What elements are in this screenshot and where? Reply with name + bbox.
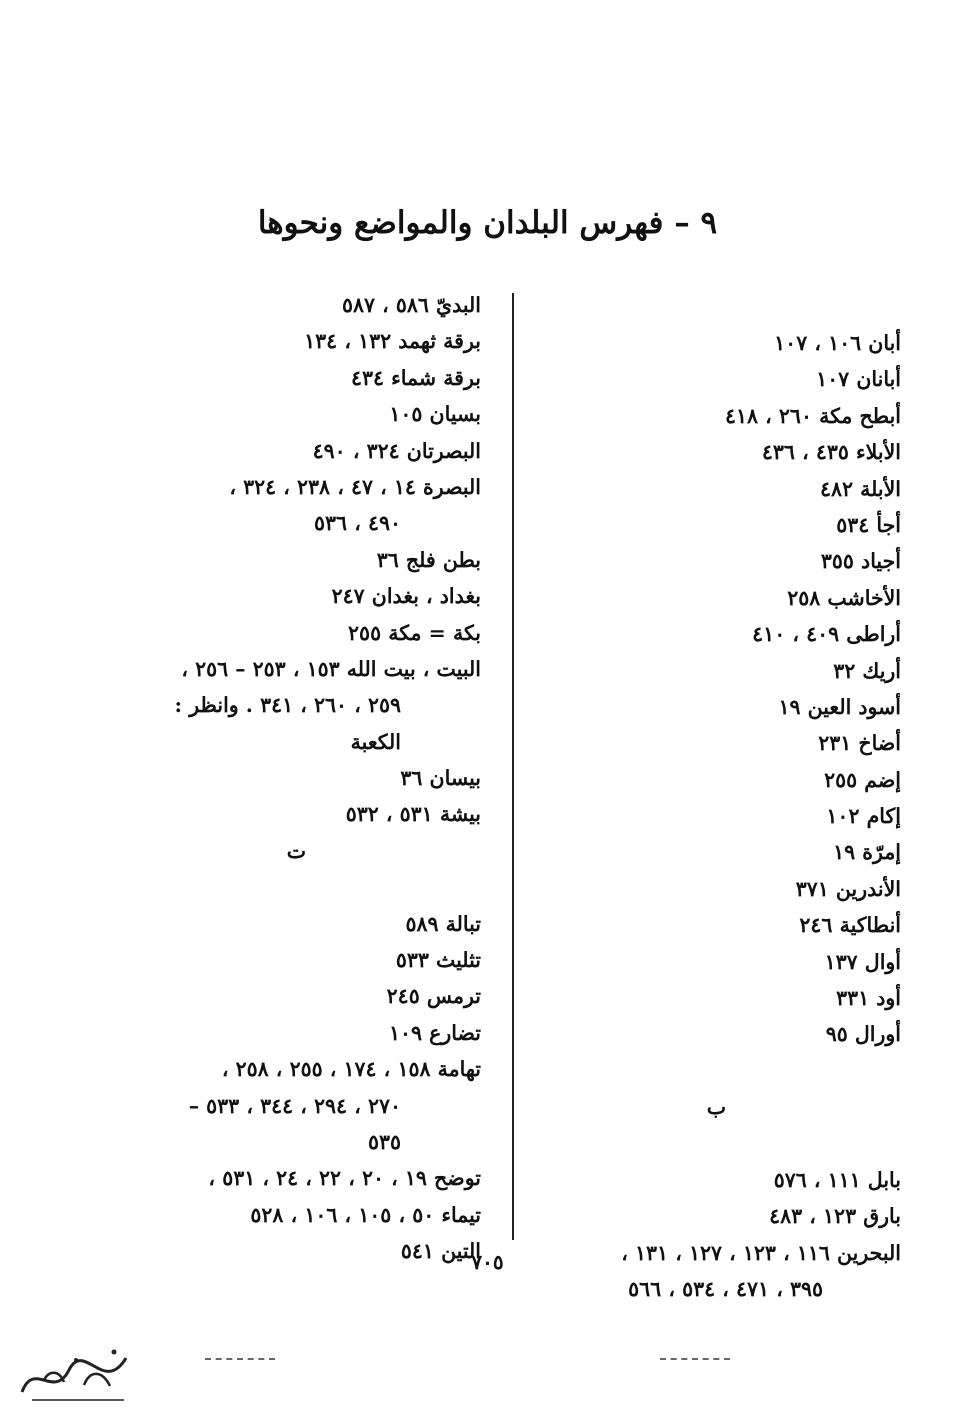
index-entry: أجياد ٣٥٥ bbox=[820, 549, 901, 574]
index-entry: البصرتان ٣٢٤ ، ٤٩٠ bbox=[312, 438, 481, 463]
index-entry: أبانان ١٠٧ bbox=[816, 367, 901, 392]
index-entry: التين ٥٤١ bbox=[400, 1239, 481, 1264]
scan-artifact-line bbox=[660, 1358, 730, 1360]
index-entry: بكة = مكة ٢٥٥ bbox=[348, 620, 481, 645]
section-letter-ba: ب bbox=[706, 1095, 726, 1120]
index-entry: أبان ١٠٦ ، ١٠٧ bbox=[774, 331, 901, 355]
index-entry: أضاخ ٢٣١ bbox=[818, 731, 901, 756]
page-number: ٧٠٥ bbox=[471, 1250, 504, 1274]
index-entry: تثليث ٥٣٣ bbox=[395, 948, 481, 973]
index-entry: الأبلة ٤٨٢ bbox=[819, 476, 901, 501]
index-entry: بابل ١١١ ، ٥٧٦ bbox=[773, 1167, 901, 1192]
index-entry: بغداد ، بغدان ٢٤٧ bbox=[331, 584, 481, 609]
index-entry: أريك ٣٢ bbox=[833, 658, 901, 683]
section-alif bbox=[541, 325, 901, 1053]
index-entry: تهامة ١٥٨ ، ١٧٤ ، ٢٥٥ ، ٢٥٨ ، bbox=[221, 1057, 481, 1082]
index-entry: البحرين ١١٦ ، ١٢٣ ، ١٢٧ ، ١٣١ ، bbox=[621, 1240, 901, 1265]
index-entry: تيماء ٥٠ ، ١٠٥ ، ١٠٦ ، ٥٢٨ bbox=[250, 1202, 481, 1227]
index-column-right bbox=[541, 325, 901, 1308]
index-entry: أورال ٩٥ bbox=[825, 1022, 901, 1047]
index-entry: بيشة ٥٣١ ، ٥٣٢ bbox=[345, 802, 481, 827]
index-entry: إكام ١٠٢ bbox=[826, 804, 901, 829]
section-ba bbox=[541, 1162, 901, 1308]
spacer bbox=[541, 1126, 901, 1162]
index-entry: البصرة ١٤ ، ٤٧ ، ٢٣٨ ، ٣٢٤ ، bbox=[229, 474, 481, 499]
spacer bbox=[541, 1053, 901, 1089]
index-entry: أجأ ٥٣٤ bbox=[836, 512, 901, 537]
index-entry-continuation: ٢٧٠ ، ٢٩٤ ، ٣٤٤ ، ٥٣٣ – bbox=[188, 1093, 401, 1118]
index-entry: بارق ١٢٣ ، ٤٨٣ bbox=[769, 1204, 901, 1229]
index-entry: تضارع ١٠٩ bbox=[388, 1020, 481, 1045]
index-entry: أسود العين ١٩ bbox=[778, 694, 901, 719]
index-entry: البديّ ٥٨٦ ، ٥٨٧ bbox=[341, 293, 481, 317]
index-entry: أنطاكية ٢٤٦ bbox=[799, 913, 901, 938]
index-entry: برقة شماء ٤٣٤ bbox=[350, 365, 481, 390]
index-entry: البيت ، بيت الله ١٥٣ ، ٢٥٣ – ٢٥٦ ، bbox=[181, 656, 481, 681]
index-entry: توضح ١٩ ، ٢٠ ، ٢٢ ، ٢٤ ، ٥٣١ ، bbox=[208, 1166, 481, 1191]
index-entry-continuation: ٣٩٥ ، ٤٧١ ، ٥٣٤ ، ٥٦٦ bbox=[628, 1277, 823, 1302]
index-entry-continuation: ٤٩٠ ، ٥٣٦ bbox=[314, 511, 401, 536]
publisher-stamp-logo bbox=[14, 1340, 139, 1410]
section-letter-ta: ت bbox=[286, 838, 306, 863]
index-column-left bbox=[121, 287, 481, 1270]
column-divider bbox=[512, 293, 514, 1240]
index-entry-continuation: الكعبة bbox=[350, 729, 401, 754]
index-entry: الأندرين ٣٧١ bbox=[795, 876, 901, 901]
index-entry: تبالة ٥٨٩ bbox=[405, 911, 481, 936]
index-entry: بيسان ٣٦ bbox=[400, 766, 481, 791]
index-entry: أبطح مكة ٢٦٠ ، ٤١٨ bbox=[724, 403, 901, 428]
index-entry: برقة ثهمد ١٣٢ ، ١٣٤ bbox=[304, 329, 481, 354]
index-entry: أود ٣٣١ bbox=[836, 986, 901, 1011]
spacer bbox=[121, 869, 481, 905]
scan-artifact-line bbox=[205, 1358, 275, 1360]
index-entry: أوال ١٣٧ bbox=[824, 949, 901, 974]
index-entry: بسيان ١٠٥ bbox=[389, 402, 481, 427]
index-entry-continuation: ٥٣٥ bbox=[367, 1129, 401, 1154]
index-entry-continuation: ٢٥٩ ، ٢٦٠ ، ٣٤١ . وانظر : bbox=[174, 693, 401, 718]
index-entry: الأخاشب ٢٥٨ bbox=[787, 585, 901, 610]
index-entry: الأبلاء ٤٣٥ ، ٤٣٦ bbox=[761, 440, 901, 465]
index-entry: إضم ٢٥٥ bbox=[824, 767, 901, 792]
index-entry: ترمس ٢٤٥ bbox=[386, 984, 481, 1009]
index-entry: إمرّة ١٩ bbox=[833, 840, 901, 865]
index-entry: بطن فلج ٣٦ bbox=[376, 547, 481, 572]
page-title: ٩ – فهرس البلدان والمواضع ونحوها bbox=[257, 205, 718, 241]
index-entry: أراطى ٤٠٩ ، ٤١٠ bbox=[752, 622, 901, 647]
